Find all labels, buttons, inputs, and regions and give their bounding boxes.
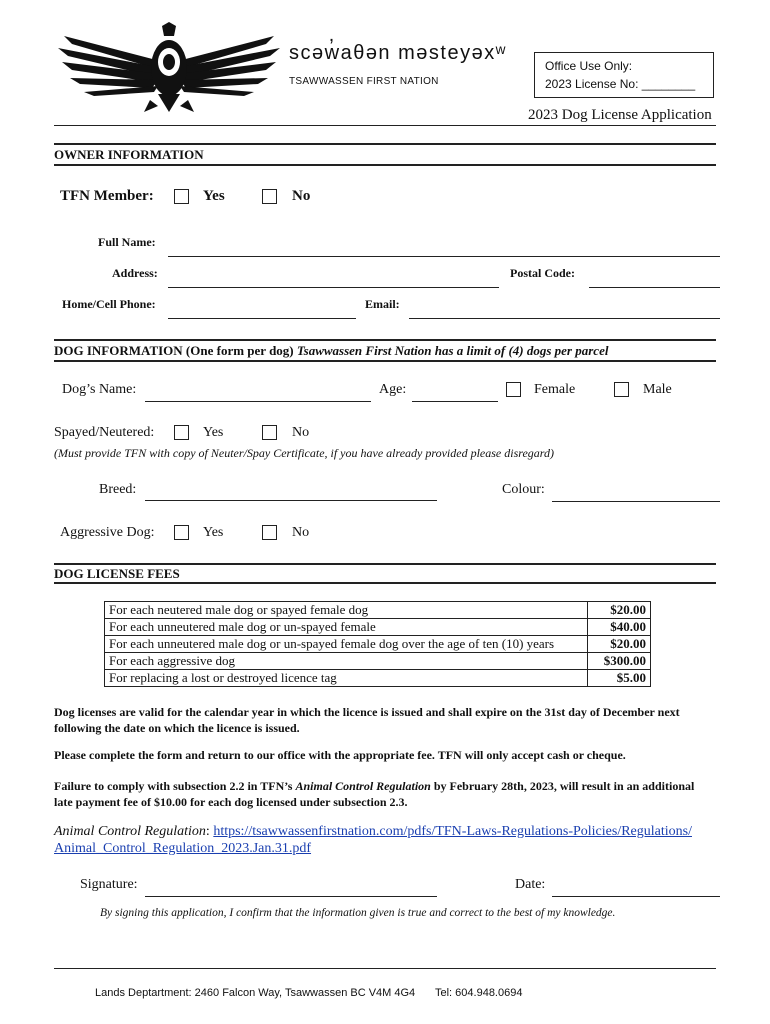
header-divider bbox=[54, 125, 716, 126]
aggressive-yes-label: Yes bbox=[203, 525, 224, 540]
regulation-reference bbox=[54, 823, 720, 857]
owner-section-top-rule bbox=[54, 143, 716, 145]
dog-name-field[interactable] bbox=[145, 401, 371, 402]
regulation-link[interactable]: https://tsawwassenfirstnation.com/pdfs/TFN-Laws-Regulations-Policies/Regulations/ Animal_Control_Regulation_2023.Jan.31.pdf bbox=[54, 824, 692, 856]
female-checkbox[interactable] bbox=[506, 382, 521, 397]
spayed-neutered-label: Spayed/Neutered: bbox=[54, 425, 155, 440]
tfn-member-no-label: No bbox=[292, 188, 311, 204]
fees-table bbox=[104, 601, 651, 687]
full-name-field[interactable] bbox=[168, 256, 720, 257]
address-label: Address: bbox=[112, 266, 158, 280]
fee-description: For each neutered male dog or spayed female dog bbox=[105, 602, 588, 619]
tfn-member-yes-checkbox[interactable] bbox=[174, 189, 189, 204]
spay-certificate-note: (Must provide TFN with copy of Neuter/Spay Certificate, if you have already provided please disregard) bbox=[54, 446, 555, 460]
form-title: 2023 Dog License Application bbox=[528, 107, 712, 123]
office-use-box bbox=[534, 52, 714, 98]
spayed-no-label: No bbox=[292, 425, 310, 440]
footer-address: Lands Deptartment: 2460 Falcon Way, Tsawwassen BC V4M 4G4 bbox=[95, 987, 416, 999]
license-validity-note: Dog licenses are valid for the calendar year in which the licence is issued and shall expire on the 31st day of December next following the date on which the licence is issued. bbox=[54, 705, 680, 735]
full-name-label: Full Name: bbox=[98, 235, 156, 249]
dog-section-bottom-rule bbox=[54, 360, 716, 362]
signature-label: Signature: bbox=[80, 877, 138, 892]
fee-amount: $40.00 bbox=[588, 619, 651, 636]
fee-amount: $5.00 bbox=[588, 670, 651, 687]
aggressive-no-checkbox[interactable] bbox=[262, 525, 277, 540]
email-field[interactable] bbox=[409, 318, 720, 319]
late-fee-regulation-name: Animal Control Regulation bbox=[295, 779, 431, 793]
table-row bbox=[105, 670, 651, 687]
fee-amount: $300.00 bbox=[588, 653, 651, 670]
fees-section-top-rule bbox=[54, 563, 716, 565]
dog-name-label: Dog’s Name: bbox=[62, 382, 137, 397]
fee-amount: $20.00 bbox=[588, 602, 651, 619]
dog-section-top-rule bbox=[54, 339, 716, 341]
postal-code-field[interactable] bbox=[589, 287, 720, 288]
tfn-eagle-logo bbox=[54, 22, 284, 114]
tfn-member-label: TFN Member: bbox=[60, 188, 154, 204]
female-label: Female bbox=[534, 382, 576, 397]
license-number-label: 2023 License No: ________ bbox=[545, 77, 696, 91]
spayed-yes-label: Yes bbox=[203, 425, 224, 440]
aggressive-dog-label: Aggressive Dog: bbox=[60, 525, 155, 540]
regulation-label: Animal Control Regulation bbox=[54, 824, 206, 839]
aggressive-no-label: No bbox=[292, 525, 310, 540]
breed-field[interactable] bbox=[145, 500, 437, 501]
date-label: Date: bbox=[515, 877, 546, 892]
age-field[interactable] bbox=[412, 401, 498, 402]
dog-section-heading bbox=[54, 343, 608, 359]
email-label: Email: bbox=[365, 297, 400, 311]
signing-confirmation: By signing this application, I confirm that the information given is true and correct to the best of my knowledge. bbox=[100, 907, 616, 919]
colour-label: Colour: bbox=[502, 482, 545, 497]
fee-amount: $20.00 bbox=[588, 636, 651, 653]
phone-label: Home/Cell Phone: bbox=[62, 297, 156, 311]
late-fee-text-start: Failure to comply with subsection 2.2 in TFN’s bbox=[54, 779, 293, 793]
male-label: Male bbox=[643, 382, 672, 397]
logo-subtitle: TSAWWASSEN FIRST NATION bbox=[289, 76, 439, 87]
table-row bbox=[105, 619, 651, 636]
fee-description: For replacing a lost or destroyed licence tag bbox=[105, 670, 588, 687]
footer-divider bbox=[54, 968, 716, 969]
late-fee-text-end: by February 28th, 2023, will result in an additional late payment fee of $10.00 for each dog licensed under subsection 2.3. bbox=[54, 779, 695, 809]
dog-section-title: DOG INFORMATION (One form per dog) bbox=[54, 343, 294, 358]
fees-section-title: DOG LICENSE FEES bbox=[54, 566, 180, 581]
late-fee-note bbox=[54, 778, 714, 810]
aggressive-yes-checkbox[interactable] bbox=[174, 525, 189, 540]
table-row bbox=[105, 653, 651, 670]
table-row bbox=[105, 602, 651, 619]
male-checkbox[interactable] bbox=[614, 382, 629, 397]
colour-field[interactable] bbox=[552, 501, 720, 502]
signature-field[interactable] bbox=[145, 896, 437, 897]
fees-section-bottom-rule bbox=[54, 582, 716, 584]
spayed-yes-checkbox[interactable] bbox=[174, 425, 189, 440]
office-use-label: Office Use Only: bbox=[545, 59, 633, 73]
fee-description: For each aggressive dog bbox=[105, 653, 588, 670]
owner-section-bottom-rule bbox=[54, 164, 716, 166]
fee-description: For each unneutered male dog or un-spayed female bbox=[105, 619, 588, 636]
date-field[interactable] bbox=[552, 896, 720, 897]
regulation-colon: : bbox=[205, 824, 210, 839]
address-field[interactable] bbox=[168, 287, 499, 288]
dog-section-limit-note: Tsawwassen First Nation has a limit of (4) dogs per parcel bbox=[296, 343, 609, 358]
breed-label: Breed: bbox=[99, 482, 137, 497]
spayed-no-checkbox[interactable] bbox=[262, 425, 277, 440]
age-label: Age: bbox=[379, 382, 407, 397]
owner-section-title: OWNER INFORMATION bbox=[54, 147, 204, 162]
logo-title: scəw̓aθən məsteyəxʷ bbox=[289, 42, 507, 64]
tfn-member-yes-label: Yes bbox=[203, 188, 225, 204]
table-row bbox=[105, 636, 651, 653]
postal-code-label: Postal Code: bbox=[510, 266, 575, 280]
return-instructions-note: Please complete the form and return to our office with the appropriate fee. TFN will only accept cash or cheque. bbox=[54, 748, 626, 762]
tfn-member-no-checkbox[interactable] bbox=[262, 189, 277, 204]
fee-description: For each unneutered male dog or un-spayed female dog over the age of ten (10) years bbox=[105, 636, 588, 653]
footer-telephone: Tel: 604.948.0694 bbox=[435, 987, 523, 999]
phone-field[interactable] bbox=[168, 318, 356, 319]
